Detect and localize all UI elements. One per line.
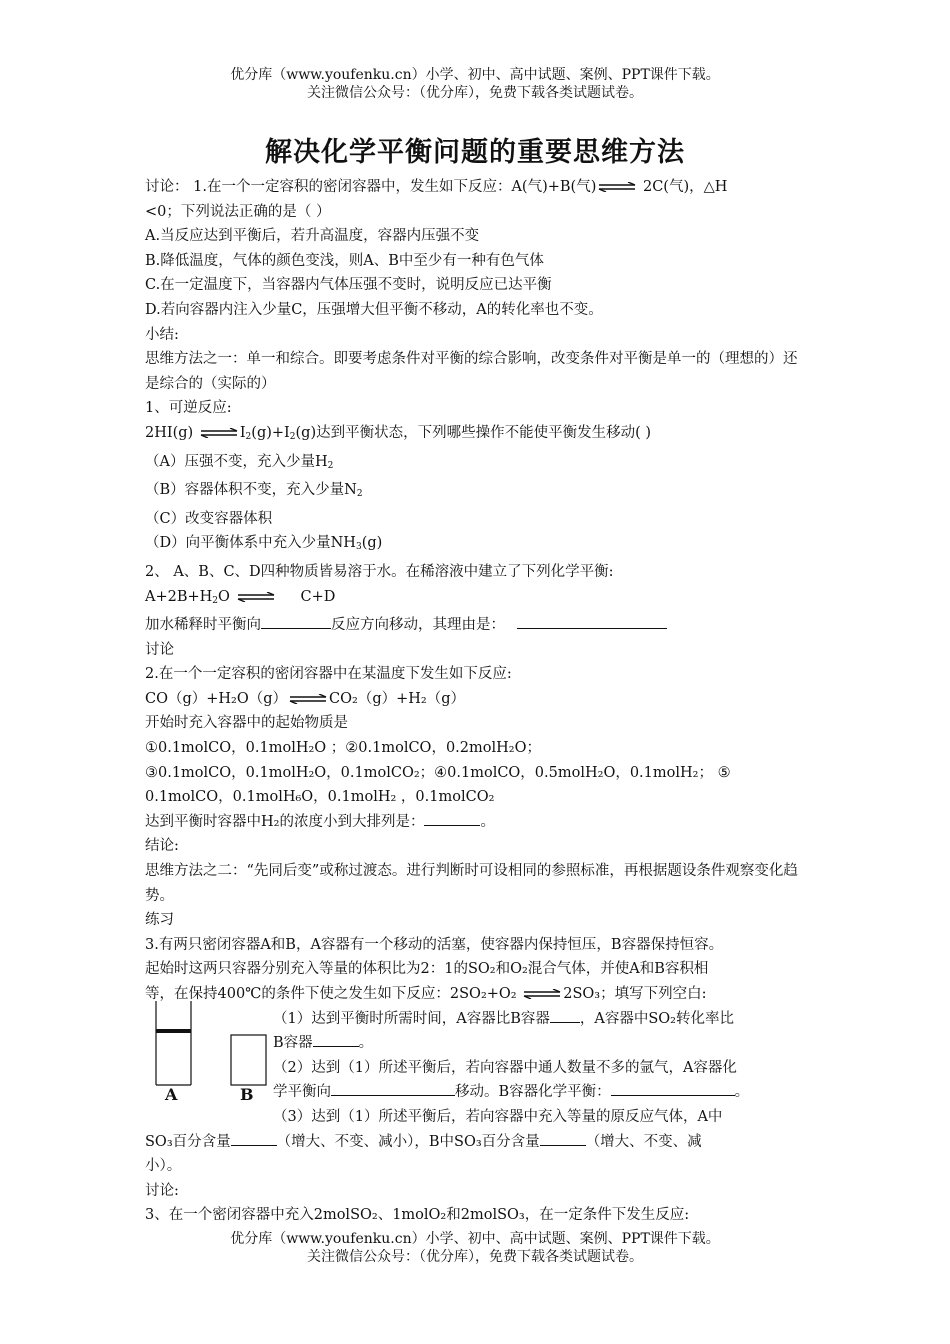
header-line-2: 关注微信公众号：（优分库），免费下载各类试题试卷。: [307, 85, 643, 101]
q4-intro-1: 3.有两只密闭容器A和B，A容器有一个移动的活塞，使容器内保持恒压，B容器保持恒容。: [145, 936, 724, 953]
answer-blank[interactable]: [540, 1131, 586, 1146]
option-c: C.在一定温度下，当容器内气体压强不变时，说明反应已达平衡: [145, 277, 552, 294]
q1-reaction: 2HI(g) $I_2(g)+I_2(g)$达到平衡状态，下列哪些操作不能使平衡发生移动( ): [145, 424, 652, 442]
equilibrium-arrow-icon: [237, 592, 275, 602]
q4-part-3-end: 小）。: [145, 1158, 182, 1175]
option-b: B.降低温度，气体的颜色变浅，则A、B中至少有一种有色气体: [145, 252, 544, 269]
q4-part-2: （2）达到（1）所述平衡后，若向容器中通人数量不多的氩气，A容器化: [273, 1059, 737, 1076]
discussion-1-stem: 讨论： 1.在一个一定容积的密闭容器中，发生如下反应：A(气)+B(气) 2C(气)，△H: [145, 179, 728, 195]
piston: [156, 1029, 191, 1033]
q4-part-2-cont: 学平衡向 移动。B容器化学平衡： 。: [145, 1080, 810, 1105]
q3-line-3: 0.1molCO，0.1molH₆O，0.1molH₂ ，0.1molCO₂: [145, 789, 495, 806]
discussion-2-label: 讨论: [145, 641, 174, 658]
header-line-1: 优分库（www.youfenku.cn）小学、初中、高中试题、案例、PPT课件下载。: [230, 67, 720, 83]
container-b: [231, 1035, 266, 1085]
method-2: 思维方法之二：“先同后变”或称过渡态。进行判断时可设相同的参照标准，再根据题设条件观察变化趋势。: [145, 863, 798, 904]
q1-option-a: （A）压强不变，充入少量$H_2$: [145, 453, 334, 471]
answer-blank[interactable]: [331, 1081, 455, 1096]
q3-reaction: CO（g）+H₂O（g） CO₂（g）+H₂（g）: [145, 690, 466, 707]
page-footer: [0, 1230, 950, 1266]
discussion-3-label: 讨论:: [145, 1182, 179, 1199]
equilibrium-arrow-icon: [200, 428, 238, 438]
q1-label: 1、可逆反应:: [145, 400, 232, 417]
q4-part-1-cont: B容器 。: [145, 1031, 810, 1056]
q2-dilution: 加水稀释时平衡向 反应方向移动，其理由是：: [145, 613, 810, 638]
footer-line-2: 关注微信公众号：（优分库），免费下载各类试题试卷。: [307, 1249, 643, 1265]
answer-blank[interactable]: [611, 1081, 735, 1096]
answer-blank[interactable]: [231, 1131, 277, 1146]
q2-reaction: $A+2B+H_2O$ C+D: [145, 588, 336, 606]
practice-label: 练习: [145, 912, 174, 929]
equilibrium-arrow-icon: [289, 694, 327, 704]
label-b: B: [240, 1085, 254, 1104]
q3-start: 开始时充入容器中的起始物质是: [145, 715, 348, 732]
answer-blank[interactable]: [313, 1032, 359, 1047]
answer-blank[interactable]: [517, 614, 667, 629]
conclusion-label: 结论:: [145, 838, 179, 855]
answer-blank[interactable]: [424, 811, 480, 826]
q3-rank: 达到平衡时容器中H₂的浓度小到大排列是： 。: [145, 810, 810, 835]
page-title: 解决化学平衡问题的重要思维方法: [265, 137, 685, 168]
q1-option-d: （D）向平衡体系中充入少量$NH_3(g)$: [145, 535, 383, 553]
q5-stem: 3、在一个密闭容器中充入2molSO₂、1molO₂和2molSO₃，在一定条件下发生反应:: [145, 1207, 690, 1224]
option-d: D.若向容器内注入少量C，压强增大但平衡不移动，A的转化率也不变。: [145, 301, 603, 318]
option-a: A.当反应达到平衡后，若升高温度，容器内压强不变: [145, 228, 480, 245]
q1-option-c: （C）改变容器体积: [145, 510, 273, 527]
equilibrium-arrow-icon: [598, 182, 636, 192]
q3-label: 2.在一个一定容积的密闭容器中在某温度下发生如下反应:: [145, 666, 512, 683]
page-header: [0, 66, 950, 102]
q4-part-3-cont: SO₃百分含量 （增大、不变、减小），B中SO₃百分含量 （增大、不变、减: [145, 1130, 810, 1155]
summary-label: 小结:: [145, 326, 179, 343]
q1-option-b: （B）容器体积不变，充入少量$N_2$: [145, 482, 363, 500]
q2-label: 2、 A、B、C、D四种物质皆易溶于水。在稀溶液中建立了下列化学平衡:: [145, 563, 614, 580]
q3-line-1: ①0.1molCO，0.1molH₂O ；②0.1molCO，0.2molH₂O；: [145, 740, 541, 757]
answer-blank[interactable]: [550, 1008, 580, 1023]
q4-part-1: （1）达到平衡时所需时间，A容器比B容器 ，A容器中SO₂转化率比: [145, 1007, 810, 1032]
q3-line-2: ③0.1molCO，0.1molH₂O，0.1molCO₂；④0.1molCO，0.5molH₂O，0.1molH₂； ⑤: [145, 764, 731, 781]
q4-intro-3: 等，在保持400℃的条件下使之发生如下反应：2SO₂+O₂ 2SO₃；填写下列空白:: [145, 986, 707, 1002]
discussion-1-stem-cont: <0；下列说法正确的是（ ）: [145, 203, 331, 220]
label-a: A: [165, 1085, 178, 1104]
method-1: 思维方法之一：单一和综合。即要考虑条件对平衡的综合影响，改变条件对平衡是单一的（理想的）还是综合的（实际的）: [145, 351, 798, 392]
q4-part-3: （3）达到（1）所述平衡后，若向容器中充入等量的原反应气体，A中: [273, 1108, 723, 1125]
container-figure: [148, 993, 278, 1108]
q4-intro-2: 起始时这两只容器分别充入等量的体积比为2：1的SO₂和O₂混合气体，并使A和B容积相: [145, 961, 709, 978]
footer-line-1: 优分库（www.youfenku.cn）小学、初中、高中试题、案例、PPT课件下载。: [230, 1231, 720, 1247]
equilibrium-arrow-icon: [523, 989, 561, 999]
answer-blank[interactable]: [261, 614, 331, 629]
